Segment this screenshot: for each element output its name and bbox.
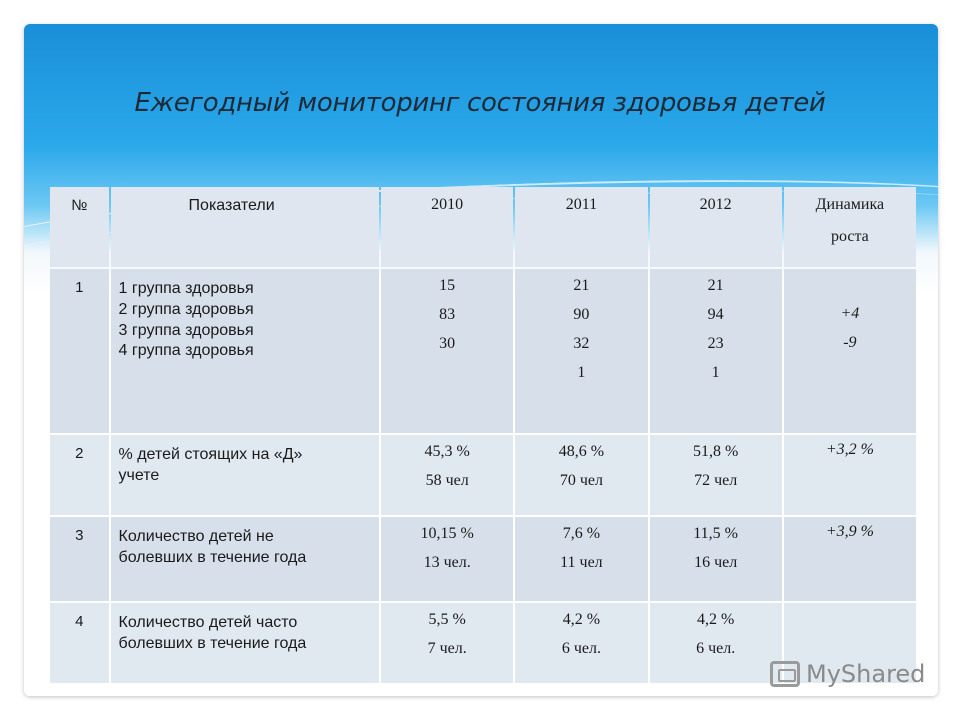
cell-value: 21 xyxy=(707,277,724,294)
row-label xyxy=(111,517,380,601)
cell-2010 xyxy=(381,435,513,515)
header-year-2012: 2012 xyxy=(650,187,782,267)
table-header-row xyxy=(50,187,916,267)
row-number: 1 xyxy=(50,269,109,433)
cell-value: 21 xyxy=(573,277,590,294)
health-monitoring-table xyxy=(48,185,918,685)
watermark xyxy=(770,656,925,692)
header-dynamics-line1: Динамика xyxy=(815,196,885,213)
cell-value: 4,2 % xyxy=(562,611,601,628)
row-label-line: 3 группа здоровья xyxy=(118,321,254,339)
row-label-line: болевших в течение года xyxy=(118,634,307,652)
cell-value: 1 xyxy=(711,364,720,381)
row-label-line: 2 группа здоровья xyxy=(118,300,254,318)
row-number: 2 xyxy=(50,435,109,515)
row-label xyxy=(111,269,380,433)
header-year-2010: 2010 xyxy=(381,187,513,267)
slide-title: Ежегодный мониторинг состояния здоровья детей xyxy=(134,88,826,118)
row-label xyxy=(111,435,380,515)
cell-value: 1 xyxy=(577,364,586,381)
cell-2012 xyxy=(650,269,782,433)
cell-value: 5,5 % xyxy=(428,611,466,628)
cell-value: 13 чел. xyxy=(423,554,471,571)
row-label-line: 4 группа здоровья xyxy=(118,342,254,360)
cell-dynamics xyxy=(784,269,916,433)
row-label xyxy=(111,603,380,683)
cell-value: 11 чел xyxy=(560,554,603,571)
header-dynamics-line2: роста xyxy=(830,228,869,245)
cell-2012 xyxy=(650,435,782,515)
cell-2010 xyxy=(381,517,513,601)
cell-dynamics xyxy=(784,435,916,515)
cell-2011 xyxy=(515,269,647,433)
cell-value: 30 xyxy=(439,335,456,352)
cell-value: -9 xyxy=(843,334,857,351)
cell-2011 xyxy=(515,435,647,515)
table-row xyxy=(50,435,916,515)
cell-value: 51,8 % xyxy=(692,443,739,460)
row-label-line: учете xyxy=(118,466,160,484)
watermark-text: MyShared xyxy=(806,660,926,688)
cell-value: 7 чел. xyxy=(427,640,467,657)
row-label-line: % детей стоящих на «Д» xyxy=(118,446,303,463)
cell-2012 xyxy=(650,517,782,601)
cell-value: 16 чел xyxy=(694,554,738,571)
row-label-line: Количество детей не xyxy=(118,528,274,545)
cell-value: 7,6 % xyxy=(562,525,601,542)
header-year-2011: 2011 xyxy=(515,187,647,267)
row-number: 4 xyxy=(50,603,109,683)
monitor-logo-icon xyxy=(770,661,800,687)
cell-value: 58 чел xyxy=(425,472,469,489)
cell-value: 6 чел. xyxy=(561,640,601,657)
row-label-line: 1 группа здоровья xyxy=(118,280,254,297)
cell-value: 45,3 % xyxy=(424,443,470,460)
cell-value: 94 xyxy=(707,306,724,323)
cell-value: 48,6 % xyxy=(558,443,605,460)
cell-value: 32 xyxy=(573,335,590,352)
table-row xyxy=(50,269,916,433)
cell-value: 15 xyxy=(439,277,456,294)
header-dynamics xyxy=(784,187,916,267)
cell-value: 4,2 % xyxy=(696,611,735,628)
row-label-line: Количество детей часто xyxy=(118,614,298,631)
cell-value: 10,15 % xyxy=(420,525,474,542)
row-label-line: болевших в течение года xyxy=(118,548,307,566)
cell-dynamics xyxy=(784,517,916,601)
cell-2011 xyxy=(515,517,647,601)
cell-2012 xyxy=(650,603,782,683)
cell-2010 xyxy=(381,603,513,683)
cell-value: 70 чел xyxy=(559,472,603,489)
cell-2011 xyxy=(515,603,647,683)
cell-value: 90 xyxy=(573,306,590,323)
cell-2010 xyxy=(381,269,513,433)
cell-value: +3,9 % xyxy=(825,523,874,540)
cell-value: 6 чел. xyxy=(696,640,736,657)
header-number: № xyxy=(50,187,109,267)
cell-value: 11,5 % xyxy=(693,525,738,542)
row-number: 3 xyxy=(50,517,109,601)
cell-value: 83 xyxy=(439,306,456,323)
cell-value: +4 xyxy=(840,305,860,322)
cell-value: 23 xyxy=(707,335,724,352)
cell-value: +3,2 % xyxy=(825,441,874,458)
table-row xyxy=(50,517,916,601)
cell-value: 72 чел xyxy=(694,472,738,489)
header-indicator: Показатели xyxy=(111,187,380,267)
